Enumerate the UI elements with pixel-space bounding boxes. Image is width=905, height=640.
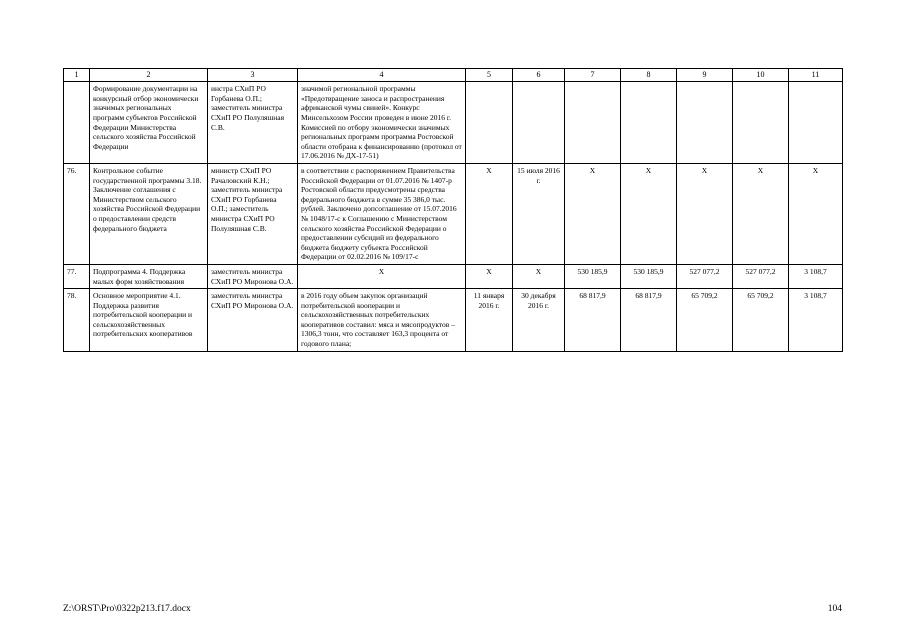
row-result: значимой региональной программы «Предотвращение заноса и распространения африканской чумы свиней». Конкурс Минсельхозом России проведен в июне 2016 г. Комиссией по отбору экономически значимых региональных программ программа Ростовской области отобрана к финансированию (протокол от 17.06.2016 № ДХ-17-51) xyxy=(298,82,466,164)
row-end-date xyxy=(513,82,565,164)
row-start-date: X xyxy=(466,264,513,288)
row-start-date: 11 января 2016 г. xyxy=(466,289,513,352)
col-number-10: 10 xyxy=(733,69,789,82)
col-number-7: 7 xyxy=(565,69,621,82)
row-number: 77. xyxy=(64,264,90,288)
footer-page-number: 104 xyxy=(827,604,842,614)
row-value-10: 527 077,2 xyxy=(733,264,789,288)
row-number xyxy=(64,82,90,164)
row-value-9: 65 709,2 xyxy=(677,289,733,352)
col-number-1: 1 xyxy=(64,69,90,82)
col-number-9: 9 xyxy=(677,69,733,82)
table-row xyxy=(64,264,843,288)
row-value-7 xyxy=(565,82,621,164)
row-value-9: 527 077,2 xyxy=(677,264,733,288)
row-value-11: 3 108,7 xyxy=(789,264,843,288)
row-measure-name: Основное мероприятие 4.1. Поддержка развития потребительской кооперации и сельскохозяйственных потребительских кооперативов xyxy=(90,289,208,352)
row-start-date xyxy=(466,82,513,164)
row-value-8 xyxy=(621,82,677,164)
row-value-8: 530 185,9 xyxy=(621,264,677,288)
table-row xyxy=(64,289,843,352)
row-end-date: X xyxy=(513,264,565,288)
row-value-11: X xyxy=(789,163,843,264)
col-number-2: 2 xyxy=(90,69,208,82)
row-value-7: X xyxy=(565,163,621,264)
row-responsible: заместитель министра СХиП РО Миронова О.А. xyxy=(208,289,298,352)
col-number-4: 4 xyxy=(298,69,466,82)
row-value-8: 68 817,9 xyxy=(621,289,677,352)
row-start-date: X xyxy=(466,163,513,264)
row-value-10: X xyxy=(733,163,789,264)
row-value-11: 3 108,7 xyxy=(789,289,843,352)
row-value-9 xyxy=(677,82,733,164)
row-value-11 xyxy=(789,82,843,164)
col-number-5: 5 xyxy=(466,69,513,82)
row-responsible: инстра СХиП РО Горбанева О.П.; заместитель министра СХиП РО Полуляшная С.В. xyxy=(208,82,298,164)
table-row xyxy=(64,82,843,164)
row-measure-name: Контрольное событие государственной программы 3.18. Заключение соглашения с Министерством сельского хозяйства Российской Федерации о предоставлении средств федерального бюджета xyxy=(90,163,208,264)
row-number: 78. xyxy=(64,289,90,352)
row-responsible: заместитель министра СХиП РО Миронова О.А. xyxy=(208,264,298,288)
report-table xyxy=(63,68,843,352)
row-end-date: 30 декабря 2016 г. xyxy=(513,289,565,352)
col-number-6: 6 xyxy=(513,69,565,82)
footer-file-path: Z:\ORST\Pro\0322p213.f17.docx xyxy=(63,604,191,614)
row-value-10 xyxy=(733,82,789,164)
page-footer xyxy=(63,604,842,614)
row-responsible: министр СХиП РО Рачаловский К.Н.; заместитель министра СХиП РО Горбанева О.П.; заместитель министра СХиП РО Полуляшная С.В. xyxy=(208,163,298,264)
row-value-8: X xyxy=(621,163,677,264)
col-number-11: 11 xyxy=(789,69,843,82)
row-result: X xyxy=(298,264,466,288)
table-column-number-row xyxy=(64,69,843,82)
col-number-3: 3 xyxy=(208,69,298,82)
row-value-7: 530 185,9 xyxy=(565,264,621,288)
row-measure-name: Подпрограмма 4. Поддержка малых форм хозяйствования xyxy=(90,264,208,288)
row-end-date: 15 июля 2016 г. xyxy=(513,163,565,264)
row-measure-name: Формирование документации на конкурсный отбор экономически значимых региональных программ субъектов Российской Федерации Министерства сельского хозяйства Российской Федерации xyxy=(90,82,208,164)
row-value-10: 65 709,2 xyxy=(733,289,789,352)
row-number: 76. xyxy=(64,163,90,264)
row-value-9: X xyxy=(677,163,733,264)
row-value-7: 68 817,9 xyxy=(565,289,621,352)
row-result: в 2016 году объем закупок организаций потребительской кооперации и сельскохозяйственных потребительских кооперативов составил: мяса и мясопродуктов – 1306,3 тонн, что составляет 163,3 процента от годового плана; xyxy=(298,289,466,352)
row-result: в соответствии с распоряжением Правительства Российской Федерации от 01.07.2016 № 1407-р Ростовской области предусмотрены средства федерального бюджета в сумме 35 386,0 тыс. рублей. Заключено допсоглашение от 15.07.2016 № 1048/17-с к Соглашению с Министерством сельского хозяйства Российской Федерации о предоставлении субсидий из федерального бюджета бюджету субъекта Российской Федерации от 02.02.2016 № 109/17-с xyxy=(298,163,466,264)
table-row xyxy=(64,163,843,264)
col-number-8: 8 xyxy=(621,69,677,82)
